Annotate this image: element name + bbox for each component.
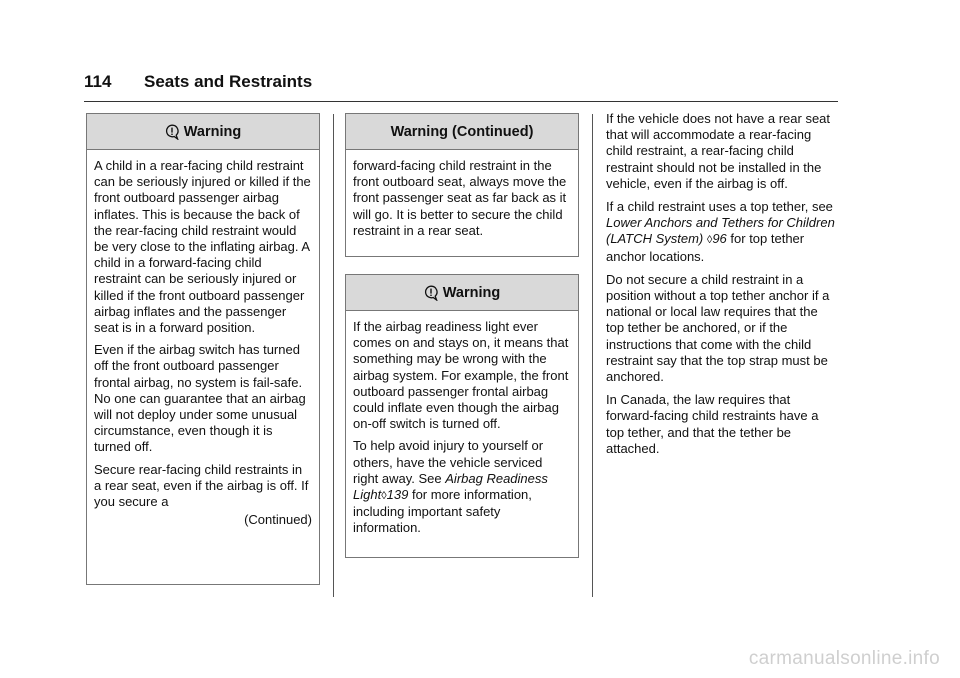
warning-box-1-paragraph: Secure rear-facing child restraints in a rear seat, even if the airbag is off. If you secure a (94, 461, 309, 510)
page-ref-arrow: ◊ (381, 490, 387, 503)
page-ref-number[interactable]: 139 (386, 487, 409, 503)
paragraph-text: for top tether anchor locations. (606, 231, 805, 264)
warning-continued-title: Warning (Continued) (390, 123, 534, 140)
warning-continued-paragraph: forward-facing child restraint in the front outboard seat, always move the front passenger seat as far back as it will go. It is better to secure the child restraint in a rear seat. (353, 158, 567, 238)
section-title: Seats and Restraints (144, 72, 313, 91)
warning-box-2 (345, 274, 579, 558)
warning-continued-header (346, 114, 578, 150)
paragraph-text: If a child restraint uses a top tether, see (606, 199, 833, 215)
body-paragraph: If the vehicle does not have a rear seat that will accommodate a rear-facing child restraint, a rear-facing child restraint should not be installed in the vehicle, even if the airbag is off. (606, 111, 831, 191)
paragraph-text: To help avoid injury to yourself or others, have the vehicle serviced right away. See (353, 438, 544, 486)
warning-box-1-header (87, 114, 319, 150)
warning-box-1-title: Warning (183, 123, 242, 140)
column-divider-2 (592, 114, 593, 597)
continued-label: (Continued) (244, 512, 312, 528)
warning-box-1-paragraph: Even if the airbag switch has turned off the front outboard passenger frontal airbag, no system is fail-safe. No one can guarantee that an airbag will not deploy under some unusual circumstance, even though it is turned off. (94, 342, 306, 455)
warning-continued-box (345, 113, 579, 257)
column-divider-1 (333, 114, 334, 597)
page-ref-number[interactable]: 96 (712, 231, 727, 247)
latch-system-link[interactable]: Lower Anchors and Tethers for Children (LATCH System) (606, 215, 835, 247)
paragraph-text: for more information, including important safety information. (353, 487, 532, 536)
warning-box-1-paragraph: A child in a rear-facing child restraint can be seriously injured or killed if the front outboard passenger airbag inflates. This is because the back of the rear-facing child restraint would be very close to the inflating airbag. A child in a forward-facing child restraint can be seriously injured or killed if the front outboard passenger airbag inflates and the passenger seat is in a forward position. (94, 158, 311, 336)
body-paragraph (606, 199, 838, 265)
page-header (84, 72, 312, 92)
warning-box-2-paragraph: If the airbag readiness light ever comes on and stays on, it means that something may be wrong with the airbag system. For example, the front outboard passenger frontal airbag could inflate even though the airbag on-off switch is turned off. (353, 319, 569, 432)
warning-box-2-paragraph (353, 438, 571, 536)
watermark: carmanualsonline.info (748, 648, 940, 669)
warning-bubble-icon (424, 285, 438, 301)
warning-continued-body (346, 150, 578, 243)
warning-box-1-body (87, 150, 319, 514)
warning-box-1 (86, 113, 320, 585)
page-number: 114 (84, 72, 112, 91)
warning-box-2-title: Warning (442, 284, 501, 301)
body-paragraph: In Canada, the law requires that forward-facing child restraints have a top tether, and that the tether be attached. (606, 392, 819, 456)
warning-bubble-icon (165, 124, 179, 140)
header-rule (84, 101, 838, 102)
warning-box-2-header (346, 275, 578, 311)
warning-box-2-body (346, 311, 578, 541)
airbag-readiness-light-link[interactable]: Airbag Readiness Light (353, 470, 548, 503)
right-column (606, 111, 838, 464)
body-paragraph: Do not secure a child restraint in a position without a top tether anchor if a national or local law requires that the top tether be anchored, or if the instructions that come with the child restraint say that the top strap must be anchored. (606, 271, 830, 385)
page-ref-arrow: ◊ (706, 234, 713, 247)
